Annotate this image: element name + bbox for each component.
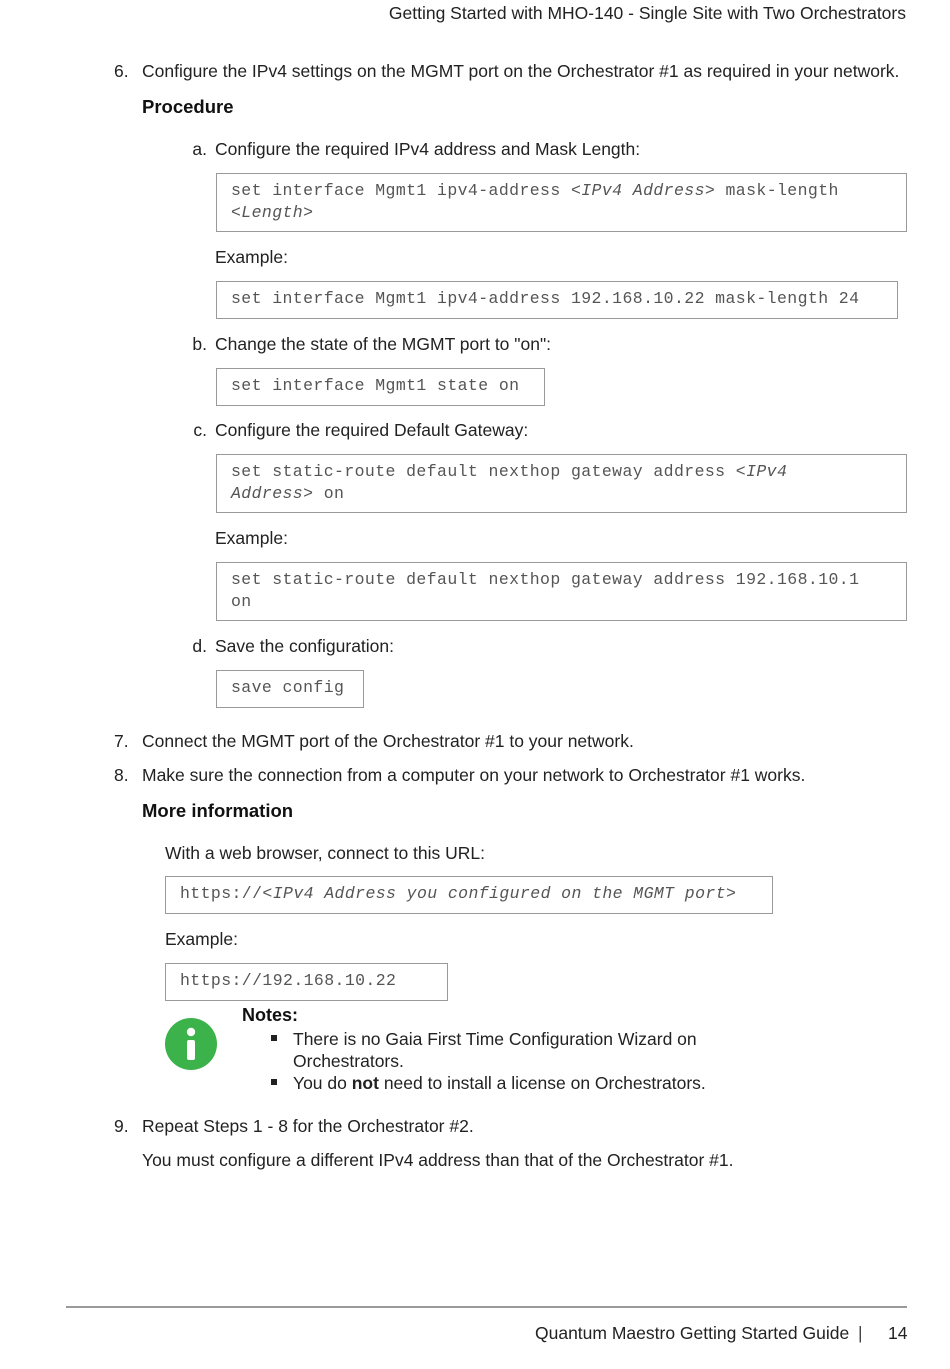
note-bullet-2 xyxy=(271,1072,741,1094)
page-header-title: Getting Started with MHO-140 - Single Site with Two Orchestrators xyxy=(388,3,906,23)
code-block-url[interactable] xyxy=(165,876,773,914)
example-label: Example: xyxy=(165,929,238,949)
code-block-ipv4-example[interactable]: set interface Mgmt1 ipv4-address 192.168.10.22 mask-length 24 xyxy=(216,281,898,319)
footer-separator: | xyxy=(858,1323,863,1343)
step-number: 8. xyxy=(114,765,129,785)
bullet-square xyxy=(271,1079,277,1085)
code-block-url-example[interactable]: https://192.168.10.22 xyxy=(165,963,448,1001)
note-emphasis: not xyxy=(351,1073,379,1093)
substep-letter: b. xyxy=(192,334,207,354)
step-9 xyxy=(114,1116,914,1138)
example-label: Example: xyxy=(215,247,288,267)
code-block-gateway-example[interactable] xyxy=(216,562,907,621)
page-number: 14 xyxy=(888,1323,908,1343)
substep-text: Configure the required IPv4 address and Mask Length: xyxy=(215,139,641,159)
info-icon xyxy=(165,1018,217,1070)
code-variable: <IPv4 Address you configured on the MGMT port> xyxy=(262,884,737,903)
substep-letter: d. xyxy=(192,636,207,656)
code-text: mask-length xyxy=(715,181,839,200)
code-line: set static-route default nexthop gateway address 192.168.10.1 xyxy=(231,570,860,589)
substep-letter: a. xyxy=(192,139,207,159)
note-text: Orchestrators. xyxy=(293,1051,404,1071)
code-block-mgmt-state[interactable]: set interface Mgmt1 state on xyxy=(216,368,545,406)
bullet-square xyxy=(271,1035,277,1041)
step-9-detail: You must configure a different IPv4 address than that of the Orchestrator #1. xyxy=(142,1150,734,1170)
code-text: set static-route default nexthop gateway address xyxy=(231,462,736,481)
step-6 xyxy=(114,61,914,83)
step-text: Repeat Steps 1 - 8 for the Orchestrator #2. xyxy=(142,1116,474,1136)
code-text: set interface Mgmt1 ipv4-address xyxy=(231,181,571,200)
substep-text: Change the state of the MGMT port to "on": xyxy=(215,334,552,354)
note-bullet-1 xyxy=(271,1028,741,1072)
substep-text: Configure the required Default Gateway: xyxy=(215,420,529,440)
notes-title: Notes: xyxy=(242,1005,299,1025)
info-glyph xyxy=(165,1018,217,1070)
code-text: https:// xyxy=(180,884,263,903)
example-label: Example: xyxy=(215,528,288,548)
more-information-heading: More information xyxy=(142,800,294,821)
code-text: on xyxy=(313,484,345,503)
substep-b xyxy=(187,334,787,356)
substep-a xyxy=(187,139,787,161)
procedure-heading: Procedure xyxy=(142,96,234,117)
footer-divider xyxy=(66,1306,907,1308)
note-text: There is no Gaia First Time Configuration Wizard on xyxy=(293,1029,697,1049)
substep-c xyxy=(187,420,787,442)
step-text: Make sure the connection from a computer on your network to Orchestrator #1 works. xyxy=(142,765,806,785)
step-text: Connect the MGMT port of the Orchestrator #1 to your network. xyxy=(142,731,634,751)
note-text: You do xyxy=(293,1073,352,1093)
step-7 xyxy=(114,731,914,753)
code-variable: <Length> xyxy=(231,203,314,222)
substep-d xyxy=(187,636,787,658)
code-block-default-gateway[interactable] xyxy=(216,454,907,513)
step-number: 6. xyxy=(114,61,129,81)
note-text: need to install a license on Orchestrators. xyxy=(378,1073,706,1093)
step-number: 7. xyxy=(114,731,129,751)
code-variable: Address> xyxy=(231,484,314,503)
code-block-save-config[interactable]: save config xyxy=(216,670,364,708)
more-info-intro: With a web browser, connect to this URL: xyxy=(165,843,485,863)
code-line: on xyxy=(231,592,252,611)
code-block-ipv4-address[interactable] xyxy=(216,173,907,232)
substep-text: Save the configuration: xyxy=(215,636,395,656)
code-variable: <IPv4 Address> xyxy=(570,181,716,200)
footer-guide-title: Quantum Maestro Getting Started Guide xyxy=(535,1323,850,1343)
step-number: 9. xyxy=(114,1116,129,1136)
step-8 xyxy=(114,765,914,787)
substep-letter: c. xyxy=(193,420,207,440)
code-variable: <IPv4 xyxy=(735,462,788,481)
step-text: Configure the IPv4 settings on the MGMT port on the Orchestrator #1 as required in your network. xyxy=(142,61,900,81)
